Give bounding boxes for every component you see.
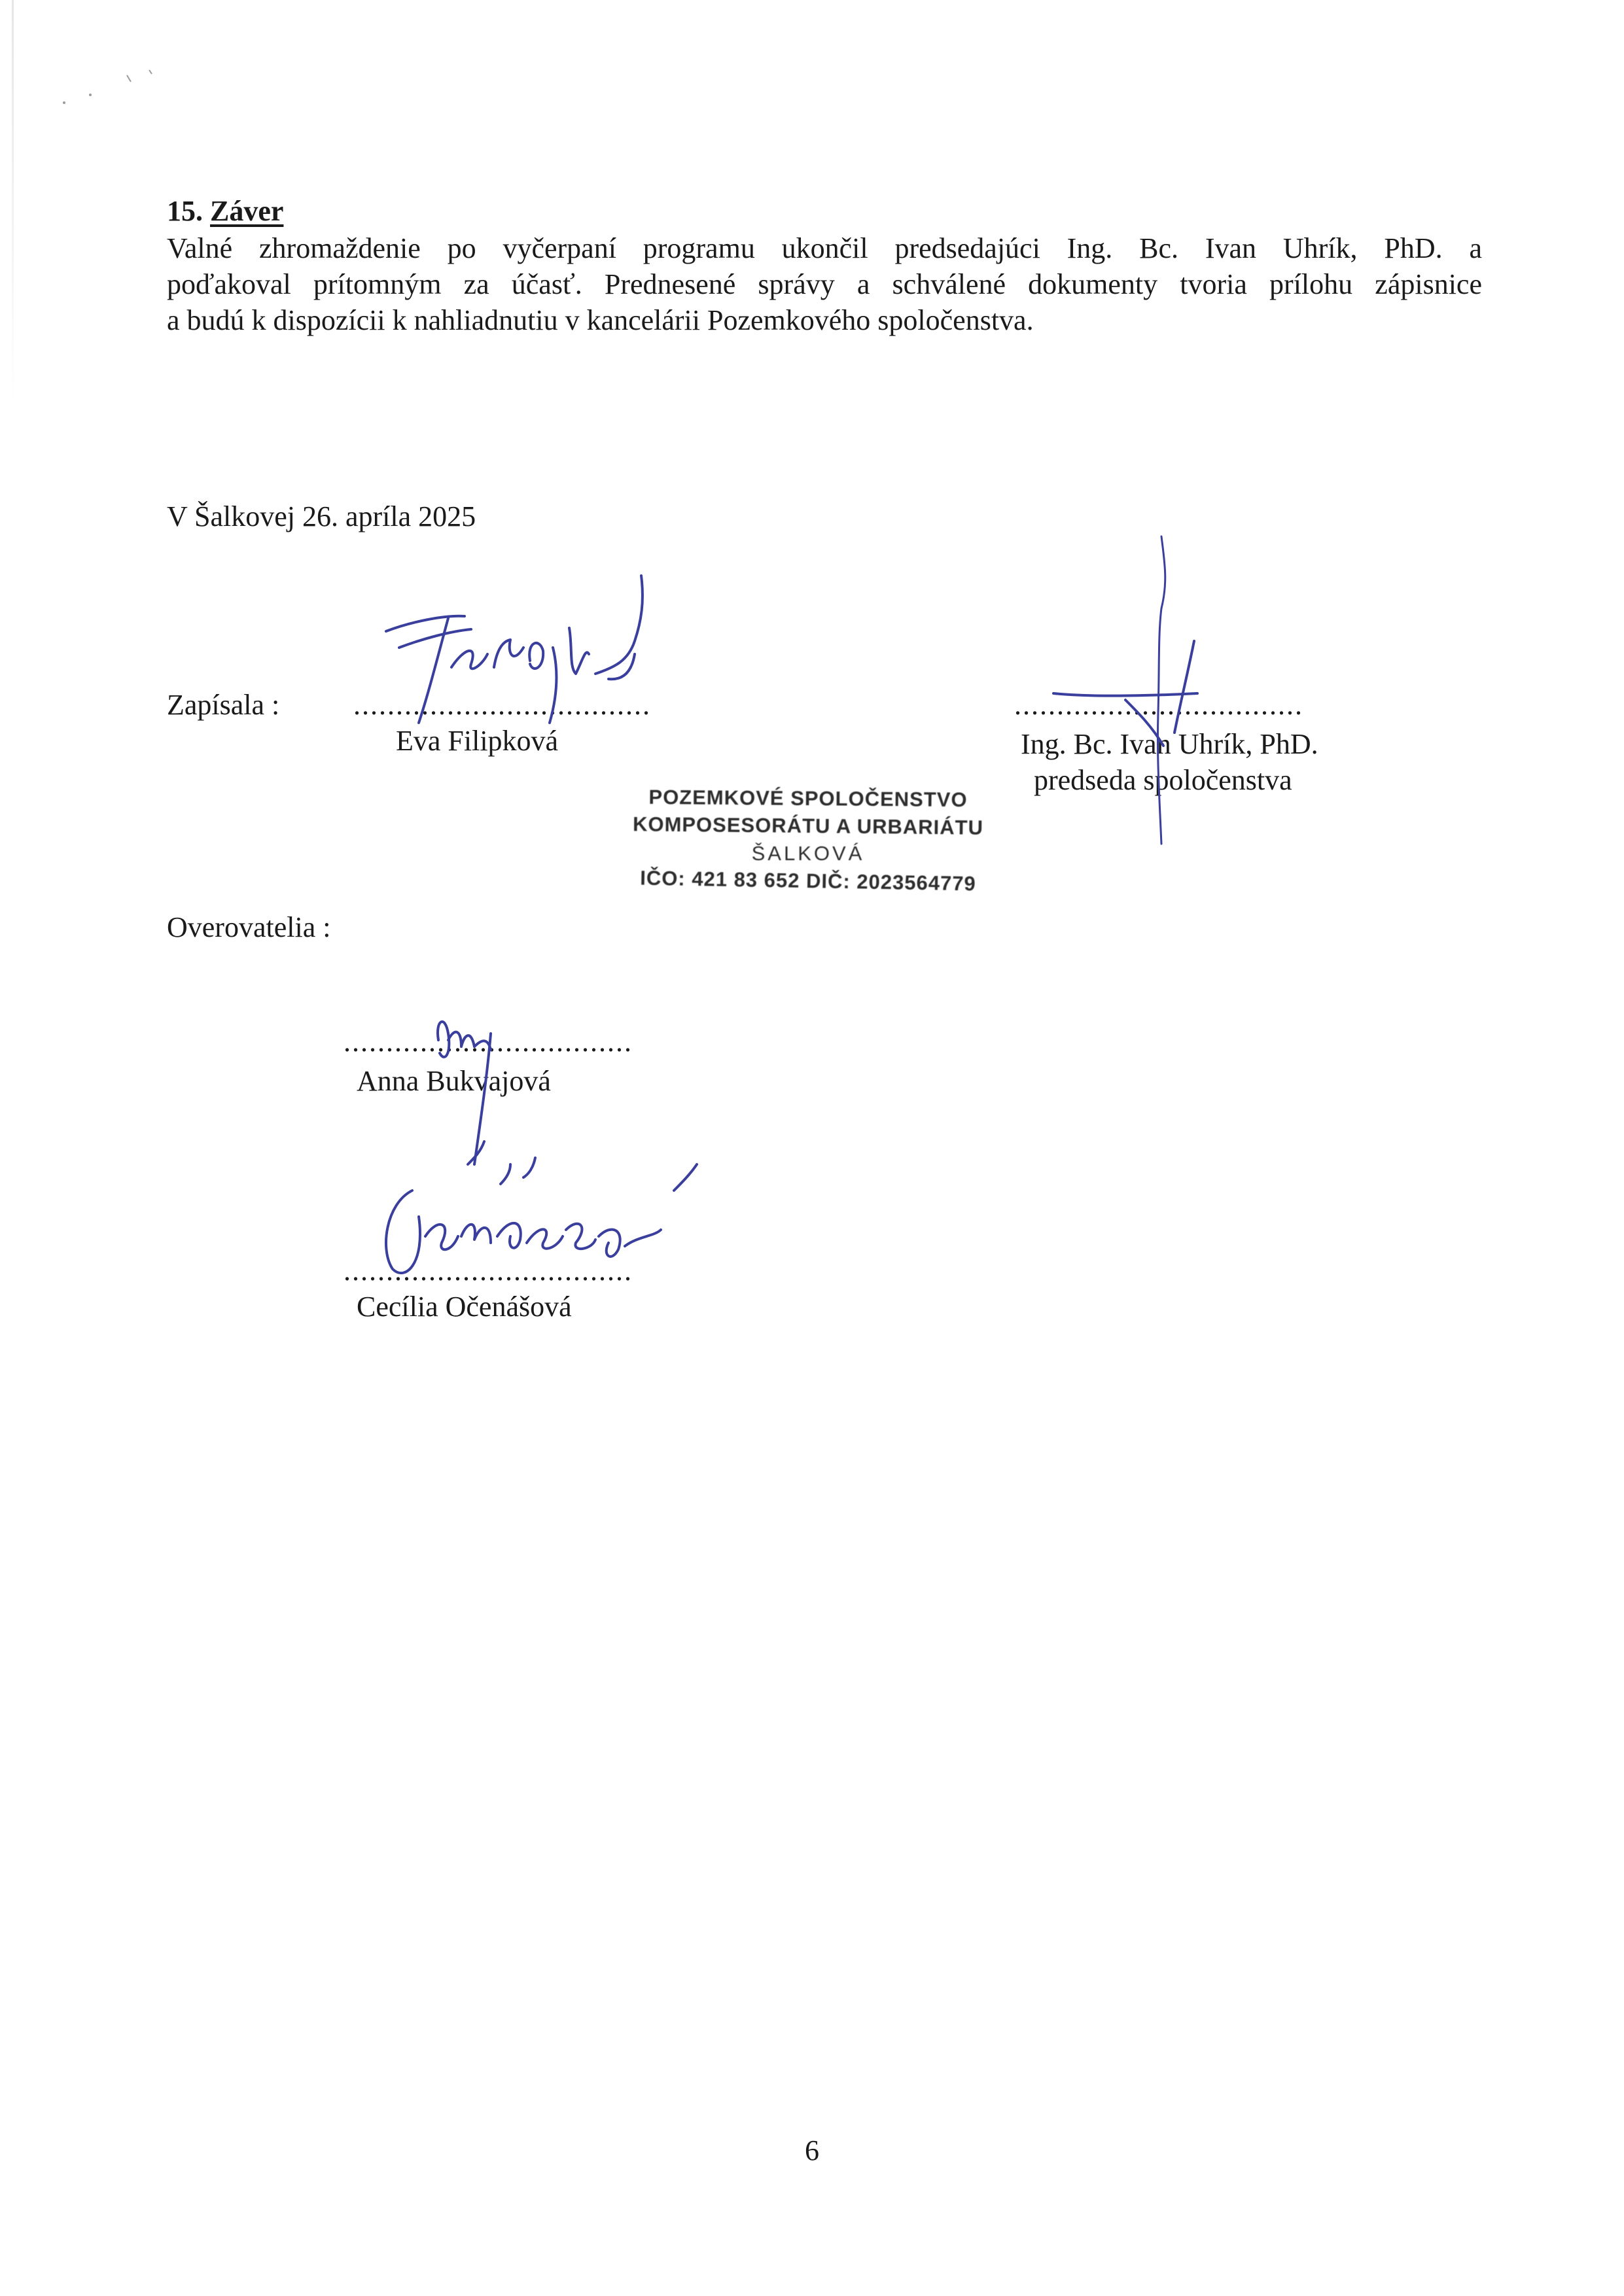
verifier-2-signature-line: .................................. [344,1255,633,1287]
verifier-2-name: Cecília Očenášová [357,1291,572,1323]
official-stamp [615,785,1001,922]
recorder-label: Zapísala : [167,689,280,721]
signature-ivan-uhrik [1047,536,1217,850]
chairman-role: predseda spoločenstva [1034,764,1292,796]
section-heading [167,193,283,230]
verifier-1-signature-line: .................................. [344,1026,633,1058]
paragraph-line-3: a budú k dispozícii k nahliadnutiu v kancelárii Pozemkového spoločenstva. [167,304,1034,336]
chairman-signature-line: .................................. [1014,689,1303,721]
recorder-signature-line: ................................... [353,689,651,721]
stamp-line-1: POZEMKOVÉ SPOLOČENSTVO [648,785,968,812]
place-and-date: V Šalkovej 26. apríla 2025 [167,500,476,532]
section-number: 15. [167,195,203,227]
paragraph-line-1: Valné zhromaždenie po vyčerpaní programu ukončil predsedajúci Ing. Bc. Ivan Uhrík, PhD. a [167,232,1482,264]
verifier-1-name: Anna Bukvajová [357,1065,551,1097]
recorder-name: Eva Filipková [396,725,559,757]
scan-edge-shadow [12,0,14,406]
scan-specks [59,62,164,114]
stamp-line-3: ŠALKOVÁ [751,842,865,865]
page-number: 6 [805,2134,819,2166]
verifiers-label: Overovatelia : [167,911,331,943]
paragraph-line-2: poďakoval prítomným za účasť. Prednesené správy a schválené dokumenty tvoria prílohu zápisnice [167,268,1482,300]
stamp-line-4: IČO: 421 83 652 DIČ: 2023564779 [639,866,977,896]
signature-eva-filipkova [373,569,661,726]
stamp-line-2: KOMPOSESORÁTU A URBARIÁTU [632,812,984,839]
signature-cecilia-ocenasova [366,1138,707,1289]
closing-paragraph [167,230,1482,338]
section-title: Záver [210,195,284,227]
chairman-name: Ing. Bc. Ivan Uhrík, PhD. [1021,728,1318,760]
